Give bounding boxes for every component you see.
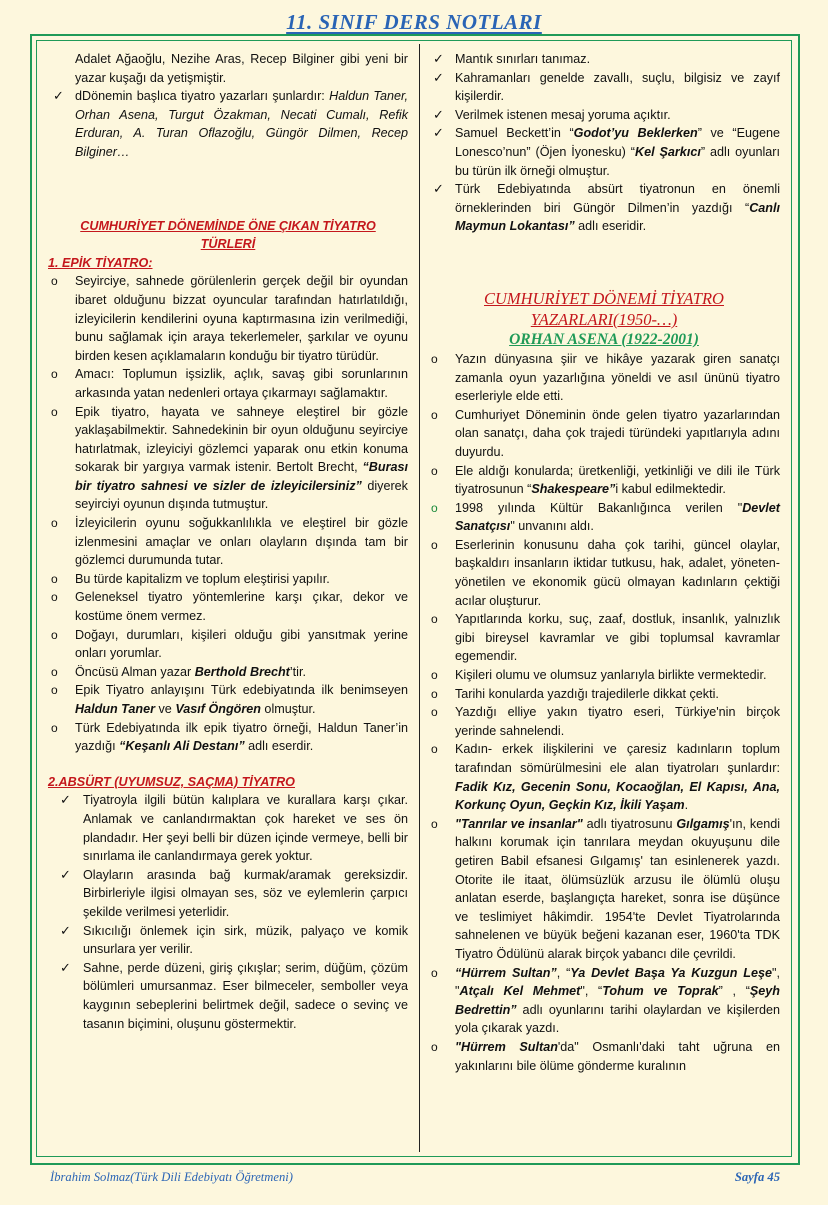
list-item: o Tarihi konularda yazdığı trajedilerle dikkat çekti. <box>428 685 780 704</box>
bullet-icon: o <box>431 668 438 683</box>
list-item: o Kadın- erkek ilişkilerini ve çaresiz kadınların toplum tarafından sömürülmesini ele alan tiyatroları şunlardır: Fadik Kız, Gecenin Sonu, Kocaoğlan, El Kapısı, Ana, Korkunç Oyun, Geçkin Kız, İkili Yaşam. <box>431 742 780 813</box>
checkmark-icon: ✓ <box>433 125 444 141</box>
list-item: o Türk Edebiyatında ilk epik tiyatro örneği, Haldun Taner’in yazdığı “Keşanlı Ali Destanı” adlı eserdir. <box>51 720 408 754</box>
list-item: ✓ Tiyatroyla ilgili bütün kalıplara ve kurallara karşı çıkar. Anlamak ve canlandırmaktan çok hareket ve ses ön plandadır. Her şeyi belli bir düzen içinde vermeye, belli bir sınırlama ile canlandırmaya gerek yoktur. <box>60 792 408 864</box>
list-item: ✓ dDönemin başlıca tiyatro yazarları şunlardır: Haldun Taner, Orhan Asena, Turgut Özakman, Necati Cumalı, Refik Erduran, A. Turan Oflazoğlu, Güngör Dilmen, Recep Bilginer… <box>53 88 408 159</box>
list-item: o Yazdığı elliye yakın tiyatro eseri, Türkiye'nin birçok yerinde sahnelendi. <box>431 705 780 738</box>
list-item: o Seyirciye, sahnede görülenlerin gerçek değil bir oyundan ibaret olduğunu bizzat oyuncular tarafından hatırlatıldığı, izleyicilerin kendilerini oyuna kaptırmasına izin verilmediği, bunu sağlamak için araya tekerlemeler, şarkılar ve oyunu birden kesen açıklamaların konduğu bir tiyatro türüdür. <box>51 274 408 363</box>
bullet-icon: o <box>51 664 58 679</box>
list-item: o Öncüsü Alman yazar Berthold Brecht’tir. <box>48 663 408 682</box>
list-item: o Kişileri olumu ve olumsuz yanlarıyla birlikte vermektedir. <box>428 666 780 685</box>
intro-paragraph: Adalet Ağaoğlu, Nezihe Aras, Recep Bilginer gibi yeni bir yazar kuşağı da yetişmiştir. <box>75 52 408 85</box>
list-item: ✓ Kahramanları genelde zavallı, suçlu, bilgisiz ve zayıf kişilerdir. <box>433 69 780 104</box>
writers-section-title: CUMHURİYET DÖNEMİ TİYATRO YAZARLARI(1950-…) <box>484 288 724 329</box>
list-item: o "Hürrem Sultan'da" Osmanlı'daki taht uğruna en yakınlarını bile ölüme gönderme kuralının <box>431 1039 780 1073</box>
bullet-icon: o <box>431 351 438 366</box>
list-item: o Geleneksel tiyatro yöntemlerine karşı çıkar, dekor ve kostüme önem vermez. <box>51 590 408 624</box>
bullet-icon: o <box>431 705 438 720</box>
list-item: ✓ Sahne, perde düzeni, giriş çıkışlar; serim, düğüm, çözüm bölümleri umursanmaz. Eser bilmeceler, semboller veya kaygının sebeplerini belirtmek değil, sadece o sevinç ve tasanın biçimini, oluşunu göstermektir. <box>60 959 408 1031</box>
list-item: o Ele aldığı konularda; üretkenliği, yetkinliği ve dili ile Türk tiyatrosunun “Shakespeare”i kabul edilmektedir. <box>431 463 780 497</box>
list-item: ✓ Mantık sınırları tanımaz. <box>428 50 780 69</box>
list-item: o Bu türde kapitalizm ve toplum eleştirisi yapılır. <box>48 570 408 589</box>
bullet-icon: o <box>431 965 438 980</box>
bullet-icon: o <box>431 500 438 515</box>
bullet-icon: o <box>51 274 58 289</box>
bullet-icon: o <box>51 571 58 586</box>
page-header-title: 11. SINIF DERS NOTLARI <box>286 10 542 34</box>
list-item: o Epik Tiyatro anlayışını Türk edebiyatında ilk benimseyen Haldun Taner ve Vasıf Öngören olmuştur. <box>51 683 408 716</box>
list-item: ✓ Sıkıcılığı önlemek için sirk, müzik, palyaço ve komik unsurlara yer verilir. <box>60 922 408 957</box>
footer-author: İbrahim Solmaz(Türk Dili Edebiyatı Öğretmeni) <box>50 1170 293 1184</box>
list-item: ✓ Olayların arasında bağ kurmak/aramak gereksizdir. Birbirleriyle ilgisi olmayan ses, söz ve eylemlerin çarpıcı şekilde verilmesi yeterlidir. <box>60 866 408 919</box>
checkmark-icon: ✓ <box>433 69 444 85</box>
bullet-icon: o <box>431 407 438 422</box>
checkmark-icon: ✓ <box>60 866 71 882</box>
list-item: o Amacı: Toplumun işsizlik, açlık, savaş gibi sorunlarının arkasında yatan nedenleri ortaya çıkarmayı sağlamaktır. <box>51 367 408 400</box>
footer-page-number: Sayfa 45 <box>734 1170 780 1184</box>
section-title: CUMHURİYET DÖNEMİNDE ÖNE ÇIKAN TİYATRO TÜRLERİ <box>80 218 376 252</box>
left-column <box>48 50 408 1033</box>
bullet-icon: o <box>51 516 58 531</box>
absurd-theatre-title: 2.ABSÜRT (UYUMSUZ, SAÇMA) TİYATRO <box>48 774 295 789</box>
list-item: o Eserlerinin konusunu daha çok tarihi, güncel olaylar, başkaldırı insanların iktidar tutkusu, hak, adalet, yöneten-yönetilen ve ekonomik gücü olmayan kadınların çektiği acılar oluşturur. <box>431 537 780 608</box>
author-subtitle: ORHAN ASENA (1922-2001) <box>509 330 699 348</box>
bullet-icon: o <box>431 742 438 757</box>
bullet-icon: o <box>51 627 58 642</box>
bullet-icon: o <box>431 537 438 552</box>
list-item: ✓ Türk Edebiyatında absürt tiyatronun en önemli örneklerinden biri Güngör Dilmen’in yazdığı “Canlı Maymun Lokantası” adlı eseridir. <box>433 181 780 234</box>
checkmark-icon: ✓ <box>433 51 444 66</box>
checkmark-icon: ✓ <box>60 922 71 938</box>
bullet-icon: o <box>51 720 58 735</box>
bullet-icon: o <box>431 816 438 831</box>
bullet-icon: o <box>51 683 58 698</box>
bullet-icon: o <box>51 404 58 419</box>
bullet-icon: o <box>431 612 438 627</box>
bullet-icon: o <box>431 463 438 478</box>
bullet-icon: o <box>431 1039 438 1054</box>
checkmark-icon: ✓ <box>60 959 71 975</box>
checkmark-icon: ✓ <box>53 88 64 104</box>
list-item: o “Hürrem Sultan”, “Ya Devlet Başa Ya Kuzgun Leşe", "Atçalı Kel Mehmet", “Tohum ve Toprak” , “Şeyh Bedrettin” adlı oyunlarını tarihi olaylardan ve kişilerden yola çıkarak yazdı. <box>431 965 780 1036</box>
right-column <box>428 50 780 1075</box>
column-divider <box>419 44 420 1152</box>
list-item: o Epik tiyatro, hayata ve sahneye eleştirel bir gözle yaklaşabilmektir. Sahnedekinin bir oyun olduğunu seyirciye hatırlatmak, izleyiciyi gözlemci yaparak onu etkin konuma sokarak bir yargıya varmak istenir. Bertolt Brecht, “Burası bir tiyatro sahnesi ve sizler de izleyicilersiniz” diyerek seyirciyi oyunun dışında tutmuştur. <box>51 404 408 512</box>
list-item: o Yapıtlarında korku, suç, zaaf, dostluk, insanlık, yalnızlık gibi bireysel kavramlar ve gibi toplumsal kavramlar egemendir. <box>431 612 780 664</box>
checkmark-icon: ✓ <box>433 106 444 122</box>
checkmark-icon: ✓ <box>433 181 444 197</box>
bullet-icon: o <box>431 686 438 701</box>
list-item: ✓ Samuel Beckett’in “Godot’yu Beklerken” ve “Eugene Lonesco’nun” (Öjen İyonesku) “Kel Şarkıcı” adlı oyunları bu türün ilk örneği olmuştur. <box>433 125 780 178</box>
list-item: o 1998 yılında Kültür Bakanlığınca verilen "Devlet Sanatçısı" unvanını aldı. <box>431 500 780 534</box>
list-item: o Cumhuriyet Döneminin önde gelen tiyatro yazarlarından olan sanatçı, daha çok trajedi türündeki yapıtlarıyla adını duyurdu. <box>431 407 780 459</box>
list-item: ✓ Verilmek istenen mesaj yoruma açıktır. <box>428 106 780 125</box>
checkmark-icon: ✓ <box>60 792 71 808</box>
list-item: o "Tanrılar ve insanlar" adlı tiyatrosunu Gılgamış'ın, kendi halkını korumak için tanrılara meydan okuyuşunu dile getiren Babil efsanesi Gılgamış' tan esinlenerek yazdı. Otorite ile itaat, ölümsüzlük arzusu ile ölümlü oluşu anlatan eserde, başlangıçta hareket, sonra ise düşünce ve teslimiyet hâkimdir. 1954'te Devlet Tiyatrolarında sahnelenen ve büyük beğeni kazanan eser, 1960'ta TDK Tiyatro Ödülünü alarak birçok yabancı dile çevrildi. <box>431 816 781 961</box>
list-item: o Yazın dünyasına şiir ve hikâye yazarak giren sanatçı zamanla oyun yazarlığına yöneldi ve asıl ününü tiyatro eserleriyle elde etti. <box>431 351 780 404</box>
bullet-icon: o <box>51 367 58 382</box>
list-item: o İzleyicilerin oyunu soğukkanlılıkla ve eleştirel bir gözle izlenmesini amaçlar ve onları olayların dışında tam bir gözlemci durumunda tutar. <box>51 516 408 568</box>
list-item: o Doğayı, durumları, kişileri olduğu gibi yansıtmak yerine onları yorumlar. <box>51 627 408 661</box>
bullet-icon: o <box>51 590 58 605</box>
epic-theatre-title: 1. EPİK TİYATRO: <box>48 255 153 270</box>
